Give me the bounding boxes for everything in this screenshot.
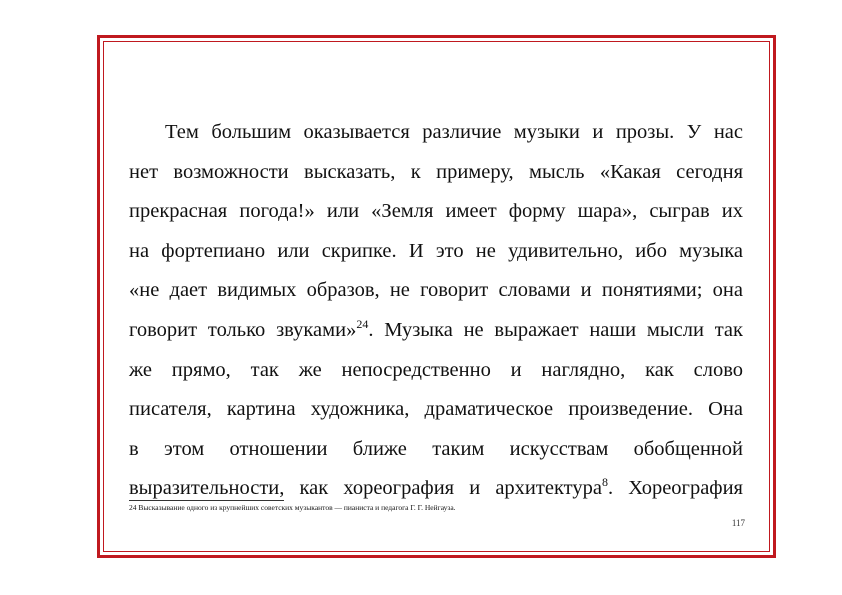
text-line-2: нет возможности высказать, к примеру, мысль «Какая сегодня xyxy=(129,160,743,183)
footnote-separator xyxy=(129,500,284,501)
text-line-6-end: . Музыка не выражает наши мысли так xyxy=(368,318,743,341)
footnote-ref-8: 8 xyxy=(601,475,608,490)
text-line-7: же прямо, так же непосредственно и наглядно, как слово xyxy=(129,358,743,381)
text-line-6-start: говорит только звуками» xyxy=(129,318,357,341)
text-line-3: прекрасная погода!» или «Земля имеет форму шара», сыграв их xyxy=(129,200,743,223)
footnote: 24 Высказывание одного из крупнейших советских музыкантов — пианиста и педагога Г. Г. Нейгауза. xyxy=(129,503,456,512)
page-number: 117 xyxy=(731,518,745,528)
text-line-5: «не дает видимых образов, не говорит словами и понятиями; она xyxy=(129,279,743,302)
text-line-1: Тем большим оказывается различие музыки и прозы. У нас xyxy=(165,121,743,143)
text-line-10-end: . Хореография xyxy=(607,477,743,500)
text-line-6 xyxy=(129,311,743,351)
body-text xyxy=(129,113,743,509)
footnote-ref-24: 24 xyxy=(356,316,369,331)
text-line-10-start: выразительности, как хореография и архитектура xyxy=(129,477,602,500)
text-line-4: на фортепиано или скрипке. И это не удивительно, ибо музыка xyxy=(129,239,743,262)
text-line-8: писателя, картина художника, драматическое произведение. Она xyxy=(129,398,743,421)
text-line-9: в этом отношении ближе таким искусствам обобщенной xyxy=(129,437,743,460)
